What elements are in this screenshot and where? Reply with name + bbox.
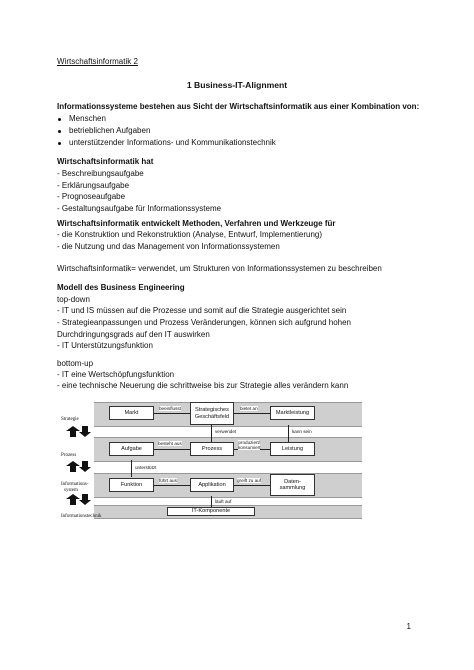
box-funktion: Funktion [109, 478, 154, 492]
relation-verwendet: verwendet [215, 429, 237, 434]
box-applikation: Applikation [190, 478, 234, 492]
methods-item: - die Konstruktion und Rekonstruktion (Analyse, Entwurf, Implementierung) [57, 230, 323, 239]
updown-arrow-icon [65, 426, 91, 438]
box-marktleistung: Marktleistung [270, 406, 315, 420]
box-datensammlung [270, 474, 315, 496]
connector-line [154, 449, 190, 450]
updown-arrow-icon [65, 461, 91, 473]
relation-produziert-konsumiert [238, 440, 260, 450]
connector-line [234, 413, 270, 414]
layer-label-prozess: Prozess [61, 453, 77, 458]
box-leistung: Leistung [270, 442, 315, 456]
page-number: 1 [406, 622, 411, 631]
methods-heading: Wirtschaftsinformatik entwickelt Methoden, Verfahren und Werkzeuge für [57, 219, 336, 228]
model-heading: Modell des Business Engineering [57, 283, 185, 292]
subject-title: Wirtschaftsinformatik 2 [57, 57, 138, 66]
topdown-label: top-down [57, 295, 90, 304]
topdown-item: - IT Unterstützungsfunktion [57, 341, 153, 350]
box-strategisches-geschaeftsfeld [190, 402, 234, 425]
task-item: - Gestaltungsaufgabe für Informationssysteme [57, 204, 222, 213]
box-aufgabe: Aufgabe [109, 442, 154, 456]
relation-besteht-aus: besteht aus [158, 441, 182, 446]
bullet-dot [58, 118, 61, 121]
connector-line [234, 485, 270, 486]
bullet-dot [58, 130, 61, 133]
definition-text: Wirtschaftsinformatik= verwendet, um Strukturen von Informationssystemen zu beschreiben [57, 264, 382, 273]
bottomup-label: bottom-up [57, 359, 94, 368]
intro-bullet: unterstützender Informations- und Kommunikationstechnik [69, 138, 276, 147]
topdown-item: Durchdringungsgrads auf den IT auswirken [57, 330, 210, 339]
relation-fuehrt-aus: führt aus [159, 478, 177, 483]
intro-bullet: betrieblichen Aufgaben [69, 126, 151, 135]
box-markt: Markt [109, 406, 154, 420]
layer-label-informationssystem-2: system [64, 488, 78, 493]
layer-label-informationssystem: Informations- [61, 482, 89, 487]
relation-laeuft-auf: läuft auf [215, 499, 232, 504]
relation-bietet-an: bietet an [240, 406, 258, 411]
box-geschaeftsfeld-line2: Geschäftsfeld [194, 413, 230, 420]
methods-item: - die Nutzung und das Management von Informationssystemen [57, 242, 280, 251]
topdown-item: - IT und IS müssen auf die Prozesse und somit auf die Strategie ausgerichtet sein [57, 306, 347, 315]
task-item: - Prognoseaufgabe [57, 192, 126, 201]
relation-produziert-line1: produziert/ [238, 440, 261, 445]
relation-beeinflusst: beeinflusst [159, 406, 181, 411]
relation-kann-sein: kann sein [292, 429, 312, 434]
chapter-title: 1 Business-IT-Alignment [186, 80, 288, 90]
connector-line [131, 460, 132, 477]
connector-line [288, 425, 289, 442]
topdown-item: - Strategieanpassungen und Prozess Veränderungen, können sich aufgrund hohen [57, 318, 351, 327]
box-it-komponente: IT-Komponente [167, 507, 255, 516]
intro-bullet: Menschen [69, 114, 106, 123]
connector-line [154, 485, 190, 486]
layer-label-strategie: Strategie [61, 417, 79, 422]
bottomup-item: - IT eine Wertschöpfungsfunktion [57, 370, 175, 379]
relation-produziert-line2: konsumiert [238, 445, 261, 450]
connector-line [211, 425, 212, 442]
connector-line [154, 413, 190, 414]
task-item: - Beschreibungsaufgabe [57, 169, 144, 178]
box-prozess: Prozess [190, 442, 234, 456]
relation-unterstuetzt: unterstützt [135, 465, 157, 470]
tasks-heading: Wirtschaftsinformatik hat [57, 157, 154, 166]
layer-label-it: Informationstechnik [61, 514, 102, 519]
box-daten-line1: Daten- [284, 478, 301, 485]
bottomup-item: - eine technische Neuerung die schrittweise bis zur Strategie alles verändern kann [57, 381, 349, 390]
updown-arrow-icon [65, 494, 91, 506]
business-engineering-diagram [59, 397, 367, 523]
bullet-dot [58, 142, 61, 145]
relation-greift-zu-auf: greift zu auf [237, 478, 262, 483]
box-daten-line2: sammlung [279, 485, 306, 491]
task-item: - Erklärungsaufgabe [57, 181, 130, 190]
intro-heading: Informationssysteme bestehen aus Sicht der Wirtschaftsinformatik aus einer Kombination von: [57, 102, 420, 111]
box-geschaeftsfeld-line1: Strategisches [195, 407, 229, 413]
